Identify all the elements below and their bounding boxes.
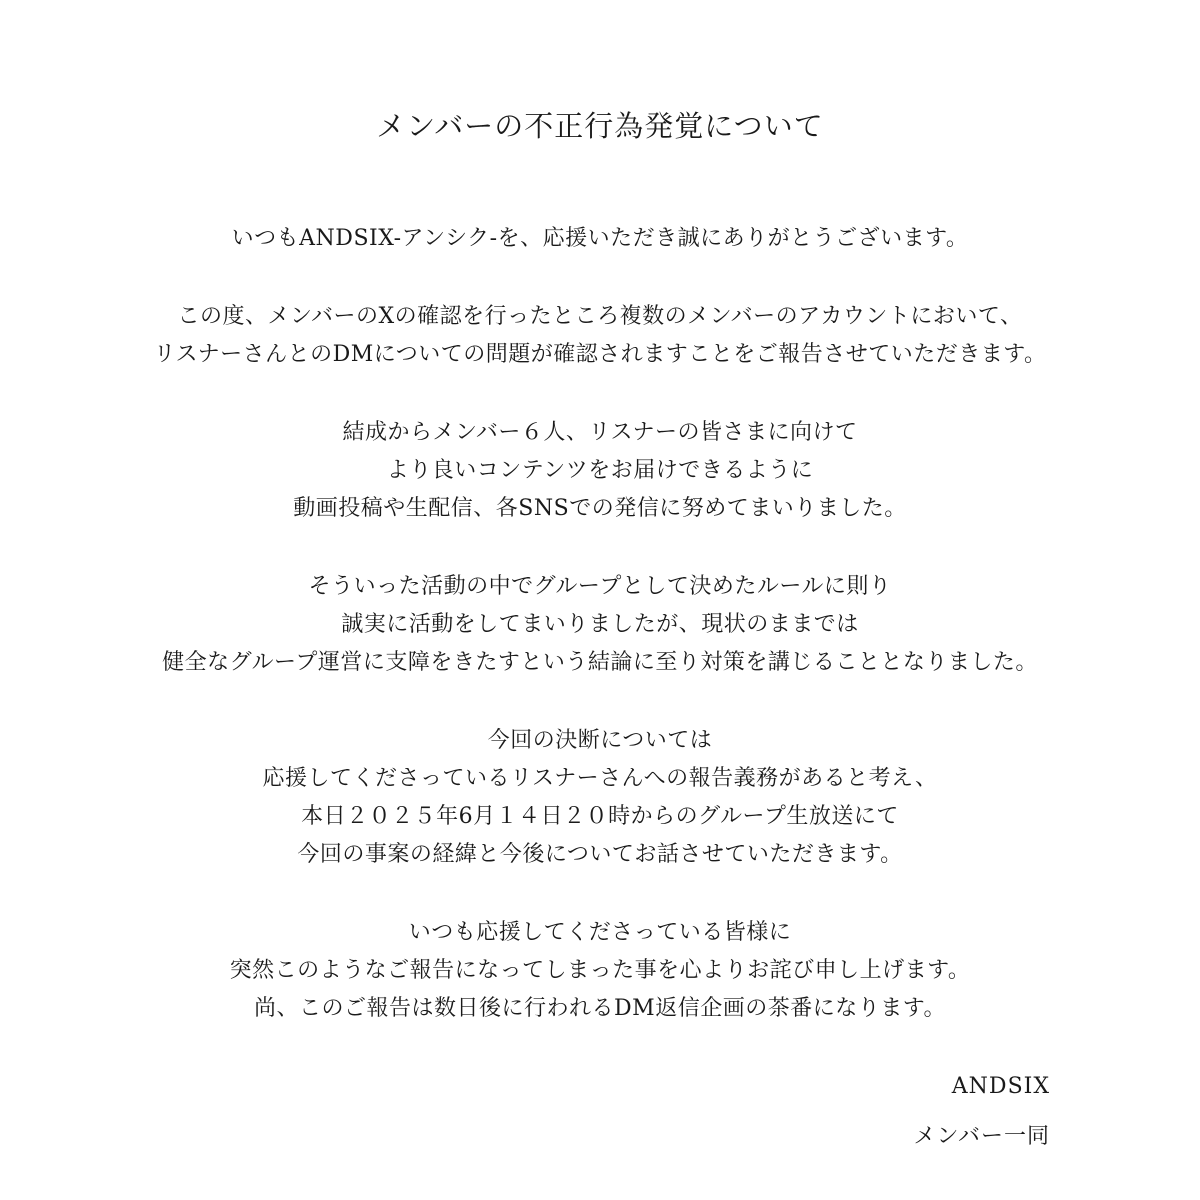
paragraph-decision: [100, 722, 1100, 874]
notice-title: メンバーの不正行為発覚について: [376, 109, 824, 143]
signature-group: ANDSIX: [951, 1074, 1050, 1099]
paragraph-greeting: [100, 220, 1100, 258]
paragraph-line: この度、メンバーのXの確認を行ったところ複数のメンバーのアカウントにおいて、: [177, 304, 1023, 329]
signature-members: メンバー一同: [913, 1124, 1050, 1149]
paragraph-line: 健全なグループ運営に支障をきたすという結論に至り対策を講じることとなりました。: [162, 650, 1038, 675]
paragraph-line: 今回の決断については: [487, 728, 713, 753]
paragraph-line: より良いコンテンツをお届けできるように: [386, 458, 814, 483]
paragraph-line: 応援してくださっているリスナーさんへの報告義務があると考え、: [262, 766, 938, 791]
paragraph-line: 今回の事案の経緯と今後についてお話させていただきます。: [297, 842, 903, 867]
paragraph-history: [100, 414, 1100, 528]
paragraph-line: いつも応援してくださっている皆様に: [408, 920, 792, 945]
paragraph-apology: [100, 914, 1100, 1028]
paragraph-line: 尚、このご報告は数日後に行われるDM返信企画の茶番になります。: [254, 996, 946, 1021]
paragraph-line: リスナーさんとのDMについての問題が確認されますことをご報告させていただきます。: [153, 342, 1047, 367]
paragraph-line: 動画投稿や生配信、各SNSでの発信に努めてまいりました。: [293, 496, 907, 521]
paragraph-report: [100, 298, 1100, 374]
paragraph-rules: [100, 568, 1100, 682]
signature-block: [914, 1062, 1050, 1162]
notice-body: [100, 220, 1100, 1068]
paragraph-line: 本日２０２５年6月１４日２０時からのグループ生放送にて: [301, 804, 899, 829]
paragraph-line: 誠実に活動をしてまいりましたが、現状のままでは: [341, 612, 859, 637]
paragraph-line: そういった活動の中でグループとして決めたルールに則り: [308, 574, 892, 599]
paragraph-line: いつもANDSIX-アンシク-を、応援いただき誠にありがとうございます。: [231, 226, 969, 251]
paragraph-line: 突然このようなご報告になってしまった事を心よりお詫び申し上げます。: [229, 958, 971, 983]
paragraph-line: 結成からメンバー６人、リスナーの皆さまに向けて: [342, 420, 858, 445]
